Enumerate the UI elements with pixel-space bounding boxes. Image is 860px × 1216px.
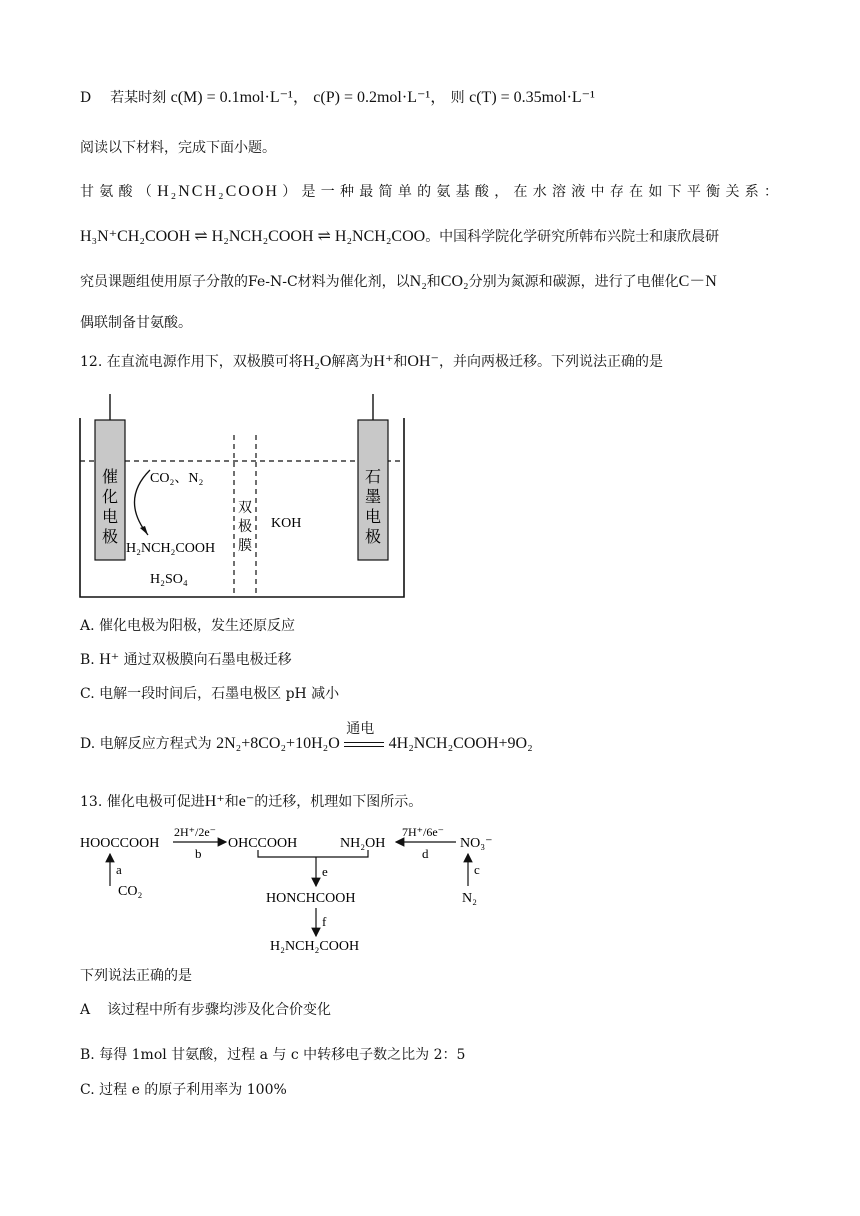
equation-lhs: 2N₂+8CO₂+10H₂O <box>216 735 340 752</box>
material-text: ）是一种最简单的氨基酸，在水溶液中存在如下平衡关系： <box>278 184 781 200</box>
glycine-formula: H₂NCH₂COOH <box>157 183 279 200</box>
right-solution-label: KOH <box>271 516 302 531</box>
option-then: 则 <box>450 90 465 106</box>
nitrogen-formula: N₂ <box>409 273 427 290</box>
glycine-product: H₂NCH₂COOH <box>270 939 360 954</box>
arrow-b-condition: 2H⁺/2e⁻ <box>174 825 216 839</box>
option-text: 通过双极膜向石墨电极迁移 <box>123 652 292 668</box>
membrane-char: 极 <box>238 519 252 535</box>
right-electrode-char: 石 <box>364 467 382 486</box>
option-label: B. <box>80 652 95 668</box>
right-electrode-char: 电 <box>364 507 382 526</box>
q12-option-c: C. 电解一段时间后，石墨电极区 pH 减小 <box>80 686 340 702</box>
cn-bond: C－N <box>678 273 717 290</box>
mechanism-diagram <box>78 822 498 962</box>
reaction-arrow-head <box>140 526 148 535</box>
question-13-stem <box>80 792 422 812</box>
right-electrode-char: 极 <box>364 527 382 546</box>
hydrogen-ion: H⁺ <box>204 793 225 810</box>
combine-bracket <box>258 850 368 857</box>
q13-option-b: B. 每得 1mol 甘氨酸，过程 a 与 c 中转移电子数之比为 2：5 <box>80 1047 466 1063</box>
stem-text: ，并向两极迁移。下列说法正确的是 <box>438 354 663 370</box>
q12-option-b <box>80 650 292 670</box>
stem-text: 13. 催化电极可促进 <box>80 794 205 810</box>
equilibrium-equation: H₃N⁺CH₂COOH ⇌ H₂NCH₂COOH ⇌ H₂NCH₂COO <box>80 228 426 245</box>
left-electrode-char: 化 <box>101 487 119 506</box>
left-electrode-char: 极 <box>101 527 119 546</box>
left-solution-label: H₂SO₄ <box>150 572 188 587</box>
membrane-char: 膜 <box>238 538 252 554</box>
equation-condition <box>344 721 384 754</box>
hydroxide-ion: OH⁻ <box>407 353 439 370</box>
material-line-4: 偶联制备甘氨酸。 <box>80 315 192 331</box>
reactants-label: CO₂、N₂ <box>150 471 204 486</box>
arrow-d-condition: 7H⁺/6e⁻ <box>402 825 444 839</box>
n2-source: N₂ <box>462 891 477 906</box>
label-d: d <box>422 846 429 861</box>
nitrate: NO₃⁻ <box>460 836 493 851</box>
concentration-p: c(P) = 0.2mol·L⁻¹， <box>313 89 447 106</box>
q13-option-a <box>80 1000 331 1020</box>
left-electrode-char: 电 <box>101 507 119 526</box>
water-formula: H₂O <box>302 353 332 370</box>
right-electrode-char: 墨 <box>364 487 382 506</box>
oxime-intermediate: HONCHCOOH <box>266 891 356 906</box>
condition-text: 通电 <box>346 721 375 737</box>
hydrogen-ion: H⁺ <box>373 353 394 370</box>
option-letter: A <box>80 1002 91 1018</box>
equals-bottom <box>344 746 384 747</box>
co2-source: CO₂ <box>118 884 143 899</box>
oxalic-acid: HOOCCOOH <box>80 836 160 851</box>
material-line-1 <box>80 182 780 202</box>
material-text: 。中国科学院化学研究所韩布兴院士和康欣晨研 <box>425 229 720 245</box>
electrolysis-cell-diagram <box>78 390 408 602</box>
electron: e⁻ <box>238 793 255 810</box>
label-e: e <box>322 864 328 879</box>
label-a: a <box>116 862 122 877</box>
left-electrode-char: 催 <box>101 467 119 486</box>
label-b: b <box>195 846 202 861</box>
material-text: 究员课题组使用原子分散的Fe-N-C材料为催化剂，以 <box>80 274 410 290</box>
label-f: f <box>322 914 327 929</box>
stem-text: 解离为 <box>331 354 374 370</box>
q13-option-c: C. 过程 e 的原子利用率为 100% <box>80 1082 287 1098</box>
option-label: D. 电解反应方程式为 <box>80 736 212 752</box>
option-letter: D <box>80 90 92 106</box>
concentration-t: c(T) = 0.35mol·L⁻¹ <box>469 89 595 106</box>
option-prefix: 若某时刻 <box>110 90 167 106</box>
label-c: c <box>474 862 480 877</box>
material-line-3 <box>80 272 717 292</box>
stem-text: 和 <box>393 354 408 370</box>
hydrogen-ion: H⁺ <box>99 651 120 668</box>
reaction-curve <box>134 470 150 535</box>
material-text: 甘氨酸（ <box>80 184 158 200</box>
stem-text: 的迁移，机理如下图所示。 <box>254 794 423 810</box>
stem-text: 12. 在直流电源作用下，双极膜可将 <box>80 354 303 370</box>
material-line-2 <box>80 227 719 247</box>
equals-top <box>344 742 384 743</box>
q13-prompt: 下列说法正确的是 <box>80 968 192 984</box>
material-text: 和 <box>426 274 441 290</box>
product-label: H₂NCH₂COOH <box>126 541 216 556</box>
hydroxylamine: NH₂OH <box>340 836 386 851</box>
material-text: 分别为氮源和碳源，进行了电催化 <box>468 274 679 290</box>
concentration-m: c(M) = 0.1mol·L⁻¹， <box>170 89 309 106</box>
glyoxylic-acid: OHCCOOH <box>228 836 298 851</box>
stem-text: 和 <box>224 794 239 810</box>
prev-option-d <box>80 88 595 108</box>
reading-intro: 阅读以下材料，完成下面小题。 <box>80 140 276 156</box>
q12-option-a: A. 催化电极为阳极，发生还原反应 <box>80 618 296 634</box>
membrane-char: 双 <box>238 500 252 516</box>
co2-formula: CO₂ <box>440 273 469 290</box>
option-text: 该过程中所有步骤均涉及化合价变化 <box>107 1002 332 1018</box>
equation-rhs: 4H₂NCH₂COOH+9O₂ <box>388 735 533 752</box>
q12-option-d <box>80 721 533 754</box>
question-12-stem <box>80 352 663 372</box>
